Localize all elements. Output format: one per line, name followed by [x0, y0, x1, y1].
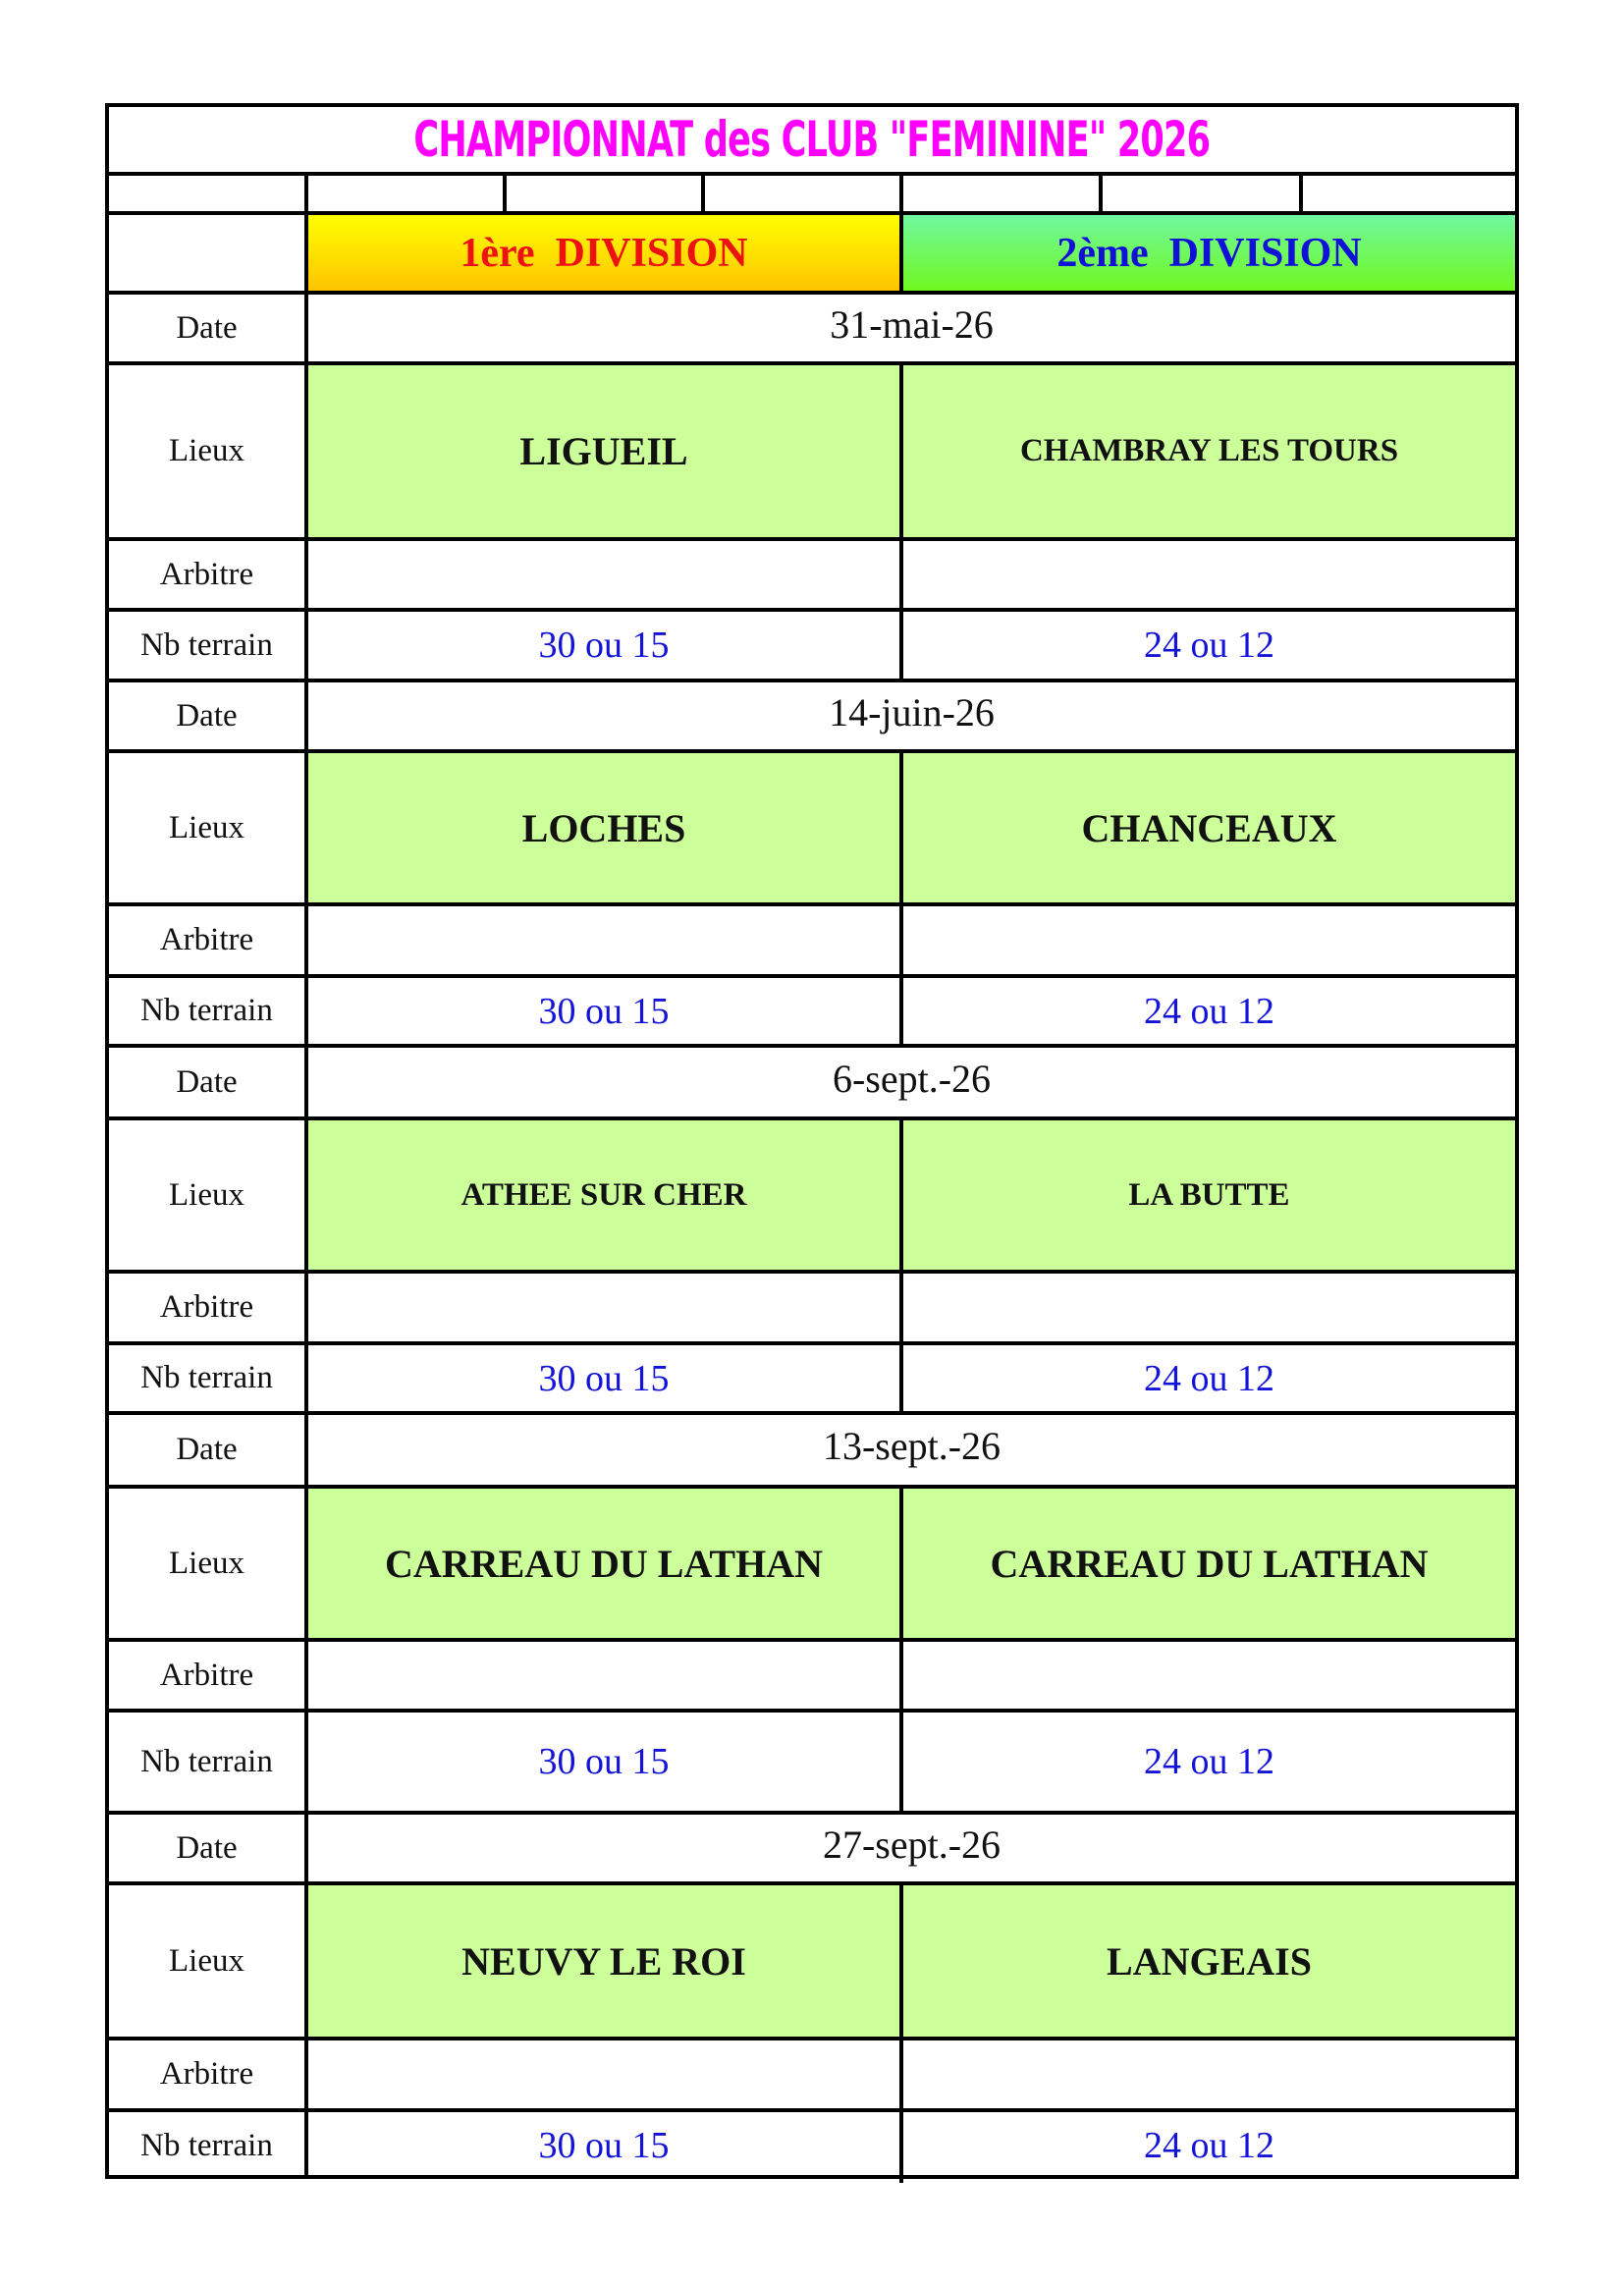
- row-label-arbitre: Arbitre: [159, 1657, 254, 1693]
- divider: [304, 176, 308, 215]
- row-label-lieux: Lieux: [169, 433, 244, 468]
- arbitre-division-1: [308, 1274, 899, 1341]
- arbitre-division-1: [308, 541, 899, 608]
- nb-terrain-division-2: 24 ou 12: [1144, 2125, 1274, 2166]
- nb-terrain-division-2: 24 ou 12: [1144, 625, 1274, 666]
- nb-terrain-division-2: 24 ou 12: [1144, 990, 1274, 1032]
- row-label-nb-terrain: Nb terrain: [140, 1743, 273, 1779]
- nb-terrain-division-2: 24 ou 12: [1144, 1741, 1274, 1782]
- division-2-label: 2ème DIVISION: [1056, 230, 1362, 276]
- row-label-lieux: Lieux: [169, 1545, 244, 1581]
- venue-division-1: ATHEE SUR CHER: [308, 1120, 899, 1270]
- row-label-nb-terrain: Nb terrain: [140, 626, 273, 663]
- row-label-date: Date: [176, 697, 238, 734]
- arbitre-division-2: [903, 2040, 1515, 2108]
- row-label-lieux: Lieux: [169, 1942, 244, 1979]
- venue-division-2: CHANCEAUX: [903, 753, 1515, 902]
- venue-division-2: CHAMBRAY LES TOURS: [903, 365, 1515, 537]
- round-date: 6-sept.-26: [832, 1056, 992, 1101]
- championship-schedule-table: [105, 103, 1519, 2179]
- nb-terrain-division-1: 30 ou 15: [538, 990, 670, 1032]
- divider: [899, 176, 903, 215]
- round-date: 31-mai-26: [830, 301, 994, 347]
- division-1-label: 1ère DIVISION: [460, 230, 748, 276]
- round-date: 13-sept.-26: [822, 1424, 1001, 1468]
- venue-division-2: LANGEAIS: [903, 1885, 1515, 2037]
- arbitre-division-1: [308, 1642, 899, 1709]
- nb-terrain-division-1: 30 ou 15: [538, 2125, 670, 2166]
- arbitre-division-2: [903, 906, 1515, 974]
- label-column-divider: [304, 295, 308, 2179]
- row-label-date: Date: [176, 309, 238, 346]
- divider: [109, 172, 1515, 176]
- nb-terrain-division-1: 30 ou 15: [538, 1741, 670, 1782]
- divider: [503, 176, 507, 215]
- blank-cell: [109, 176, 304, 211]
- division-2-header: [903, 215, 1515, 291]
- arbitre-division-2: [903, 1642, 1515, 1709]
- row-label-arbitre: Arbitre: [159, 1289, 254, 1325]
- divider: [1299, 176, 1303, 215]
- venue-division-2: CARREAU DU LATHAN: [903, 1489, 1515, 1638]
- title-cell: [109, 107, 1515, 172]
- divider: [1099, 176, 1103, 215]
- venue-division-1: CARREAU DU LATHAN: [308, 1489, 899, 1638]
- row-label-arbitre: Arbitre: [159, 2056, 254, 2092]
- row-label-lieux: Lieux: [169, 809, 244, 845]
- blank-cell: [109, 215, 304, 291]
- venue-division-1: LOCHES: [308, 753, 899, 902]
- row-label-arbitre: Arbitre: [159, 922, 254, 957]
- row-label-arbitre: Arbitre: [159, 556, 254, 592]
- row-label-lieux: Lieux: [169, 1176, 244, 1213]
- venue-division-2: LA BUTTE: [903, 1120, 1515, 1270]
- nb-terrain-division-1: 30 ou 15: [538, 625, 670, 666]
- arbitre-division-1: [308, 2040, 899, 2108]
- round-date: 27-sept.-26: [822, 1822, 1001, 1867]
- row-label-nb-terrain: Nb terrain: [140, 1360, 273, 1395]
- nb-terrain-division-2: 24 ou 12: [1144, 1357, 1274, 1399]
- row-label-nb-terrain: Nb terrain: [140, 993, 273, 1028]
- arbitre-division-1: [308, 906, 899, 974]
- document-title: CHAMPIONNAT des CLUB "FEMININE" 2026: [413, 111, 1211, 168]
- row-label-date: Date: [176, 1432, 238, 1467]
- division-1-header: [308, 215, 899, 291]
- divider: [701, 176, 705, 215]
- row-label-nb-terrain: Nb terrain: [140, 2127, 273, 2163]
- arbitre-division-2: [903, 541, 1515, 608]
- venue-division-1: LIGUEIL: [308, 365, 899, 537]
- row-label-date: Date: [176, 1063, 238, 1100]
- row-label-date: Date: [176, 1829, 238, 1866]
- venue-division-1: NEUVY LE ROI: [308, 1885, 899, 2037]
- round-date: 14-juin-26: [829, 689, 995, 734]
- arbitre-division-2: [903, 1274, 1515, 1341]
- nb-terrain-division-1: 30 ou 15: [538, 1357, 670, 1399]
